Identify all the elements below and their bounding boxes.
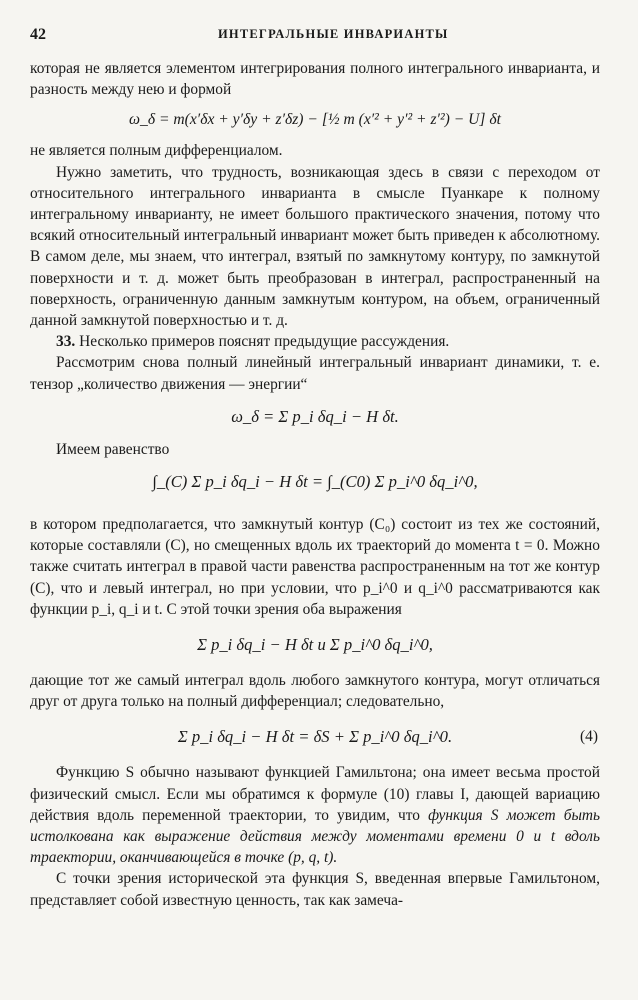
section-text: Несколько примеров пояснят предыдущие рассуждения. — [79, 333, 450, 351]
paragraph-5: Имеем равенство — [56, 440, 170, 458]
equation-3: ∫_(C) Σ p_i δq_i − H δt = ∫_(C0) Σ p_i^0 δq_i^0, — [152, 472, 478, 492]
paragraph-6: в котором предполагается, что замкнутый контур (C₀) состоит из тех же состояний, которые составляли (C), но смещенных вдоль их траекторий до момента t = 0. Можно также считать интеграл в правой части равенства распространенным на тот же контур (C), что и левый интеграл, но при условии, что p_i^0 и q_i^0 рассматриваются как функции p_i, q_i и t. С этой точки зрения оба выражения — [30, 516, 600, 618]
page-number: 42 — [30, 26, 46, 43]
equation-4: Σ p_i δq_i − H δt и Σ p_i^0 δq_i^0, — [197, 635, 433, 655]
equation-hamilton-function — [30, 712, 600, 762]
paragraph-8-text: Функцию S обычно называют функцией Гамильтона; она имеет весьма простой физический смысл. Если мы обратимся к формуле (10) главы I, дающей вариацию действия вдоль переменной траектории, то увидим, что — [30, 764, 600, 824]
equation-omega-linear — [30, 395, 600, 439]
equation-2: ω_δ = Σ p_i δq_i − H δt. — [231, 406, 399, 426]
equation-two-expressions — [30, 620, 600, 670]
section-33-heading — [30, 331, 600, 352]
page-header — [30, 22, 600, 52]
equation-integral — [30, 460, 600, 514]
paragraph-8-emphasis: функция S может быть истолкована как выражение действия между моментами времени 0 и t вдоль траектории, оканчивающейся в точке (p, q, t). — [30, 806, 600, 867]
paragraph-9: С точки зрения исторической эта функция S, введенная впервые Гамильтоном, представляет собой известную ценность, так как замеча- — [30, 870, 600, 909]
paragraph-7: дающие тот же самый интеграл вдоль любого замкнутого контура, могут отличаться друг от друга только на полный дифференциал; следовательно, — [30, 672, 600, 711]
equation-omega-delta — [30, 100, 600, 140]
section-number: 33. — [56, 333, 76, 351]
paragraph-3: Нужно заметить, что трудность, возникающая здесь в связи с переходом от относительного интегрального инварианта в смысле Пуанкаре к полному интегральному инварианту, не имеет большого практического значения, потому что всякий относительный интегральный инвариант может быть приведен к абсолютному. В самом деле, мы знаем, что интеграл, взятый по замкнутому контуру, по замкнутой поверхности и т. д. может быть преобразован в интеграл, распространенный на поверхность, ограниченную данным замкнутым контуром, на объем, ограниченный данной замкнутой поверхностью и т. д. — [30, 163, 600, 330]
equation-number: (4) — [580, 728, 598, 746]
paragraph-2: не является полным дифференциалом. — [30, 142, 283, 160]
running-title: ИНТЕГРАЛЬНЫЕ ИНВАРИАНТЫ — [218, 27, 449, 41]
paragraph-4: Рассмотрим снова полный линейный интегральный инвариант динамики, т. е. тензор „количество движения — энергии“ — [30, 354, 600, 393]
paragraph-8 — [30, 762, 600, 868]
book-page — [30, 22, 600, 911]
equation-5: Σ p_i δq_i − H δt = δS + Σ p_i^0 δq_i^0. — [177, 727, 453, 747]
paragraph-1: которая не является элементом интегрирования полного интегрального инварианта, и разность между нею и формой — [30, 60, 600, 99]
equation-1: ω_δ = m(x′δx + y′δy + z′δz) − [½ m (x′² + y′² + z′²) − U] δt — [129, 111, 501, 129]
